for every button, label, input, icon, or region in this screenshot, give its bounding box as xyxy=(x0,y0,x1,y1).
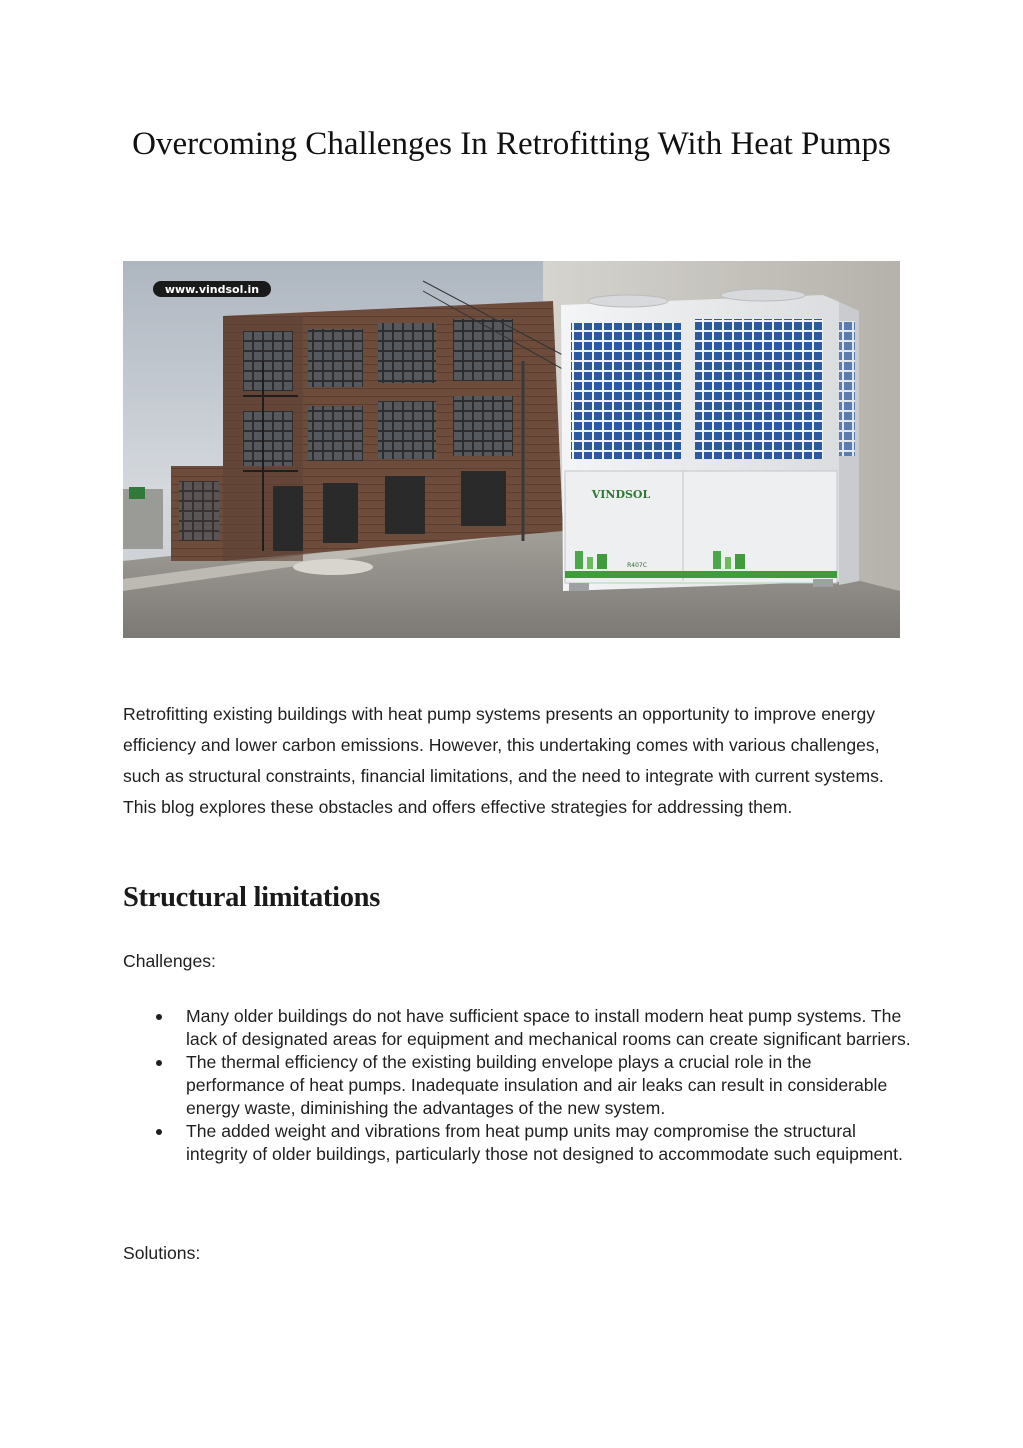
list-item xyxy=(123,1005,913,1051)
hero-image xyxy=(123,261,900,638)
list-item xyxy=(123,1051,913,1120)
section-heading: Structural limitations xyxy=(123,882,381,913)
heat-pump-unit xyxy=(561,289,859,591)
challenges-label: Challenges: xyxy=(123,951,216,971)
bullet-icon xyxy=(156,1129,162,1135)
watermark-text: www.vindsol.in xyxy=(164,283,260,296)
bullet-icon xyxy=(156,1060,162,1066)
page-title: Overcoming Challenges In Retrofitting With Heat Pumps xyxy=(132,126,891,162)
intro-paragraph: Retrofitting existing buildings with heat pump systems presents an opportunity to improve energy efficiency and lower carbon emissions. However, this undertaking comes with various challenges, such as structural constraints, financial limitations, and the need to integrate with current systems. This blog explores these obstacles and offers effective strategies for addressing them. xyxy=(123,704,884,817)
list-item xyxy=(123,1120,913,1166)
bullet-icon xyxy=(156,1014,162,1020)
solutions-label: Solutions: xyxy=(123,1243,201,1263)
brand-logo-text: VINDSOL xyxy=(591,488,651,501)
list-item-text: The added weight and vibrations from heat pump units may compromise the structural integrity of older buildings, particularly those not designed to accommodate such equipment. xyxy=(186,1121,903,1164)
list-item-text: The thermal efficiency of the existing building envelope plays a crucial role in the performance of heat pumps. Inadequate insulation and air leaks can result in considerable energy waste, diminishing the advantages of the new system. xyxy=(186,1052,888,1118)
list-item-text: Many older buildings do not have sufficient space to install modern heat pump systems. The lack of designated areas for equipment and mechanical rooms can create significant barriers. xyxy=(186,1006,911,1049)
refrigerant-label: R407C xyxy=(627,562,647,569)
challenges-list xyxy=(123,1005,913,1166)
